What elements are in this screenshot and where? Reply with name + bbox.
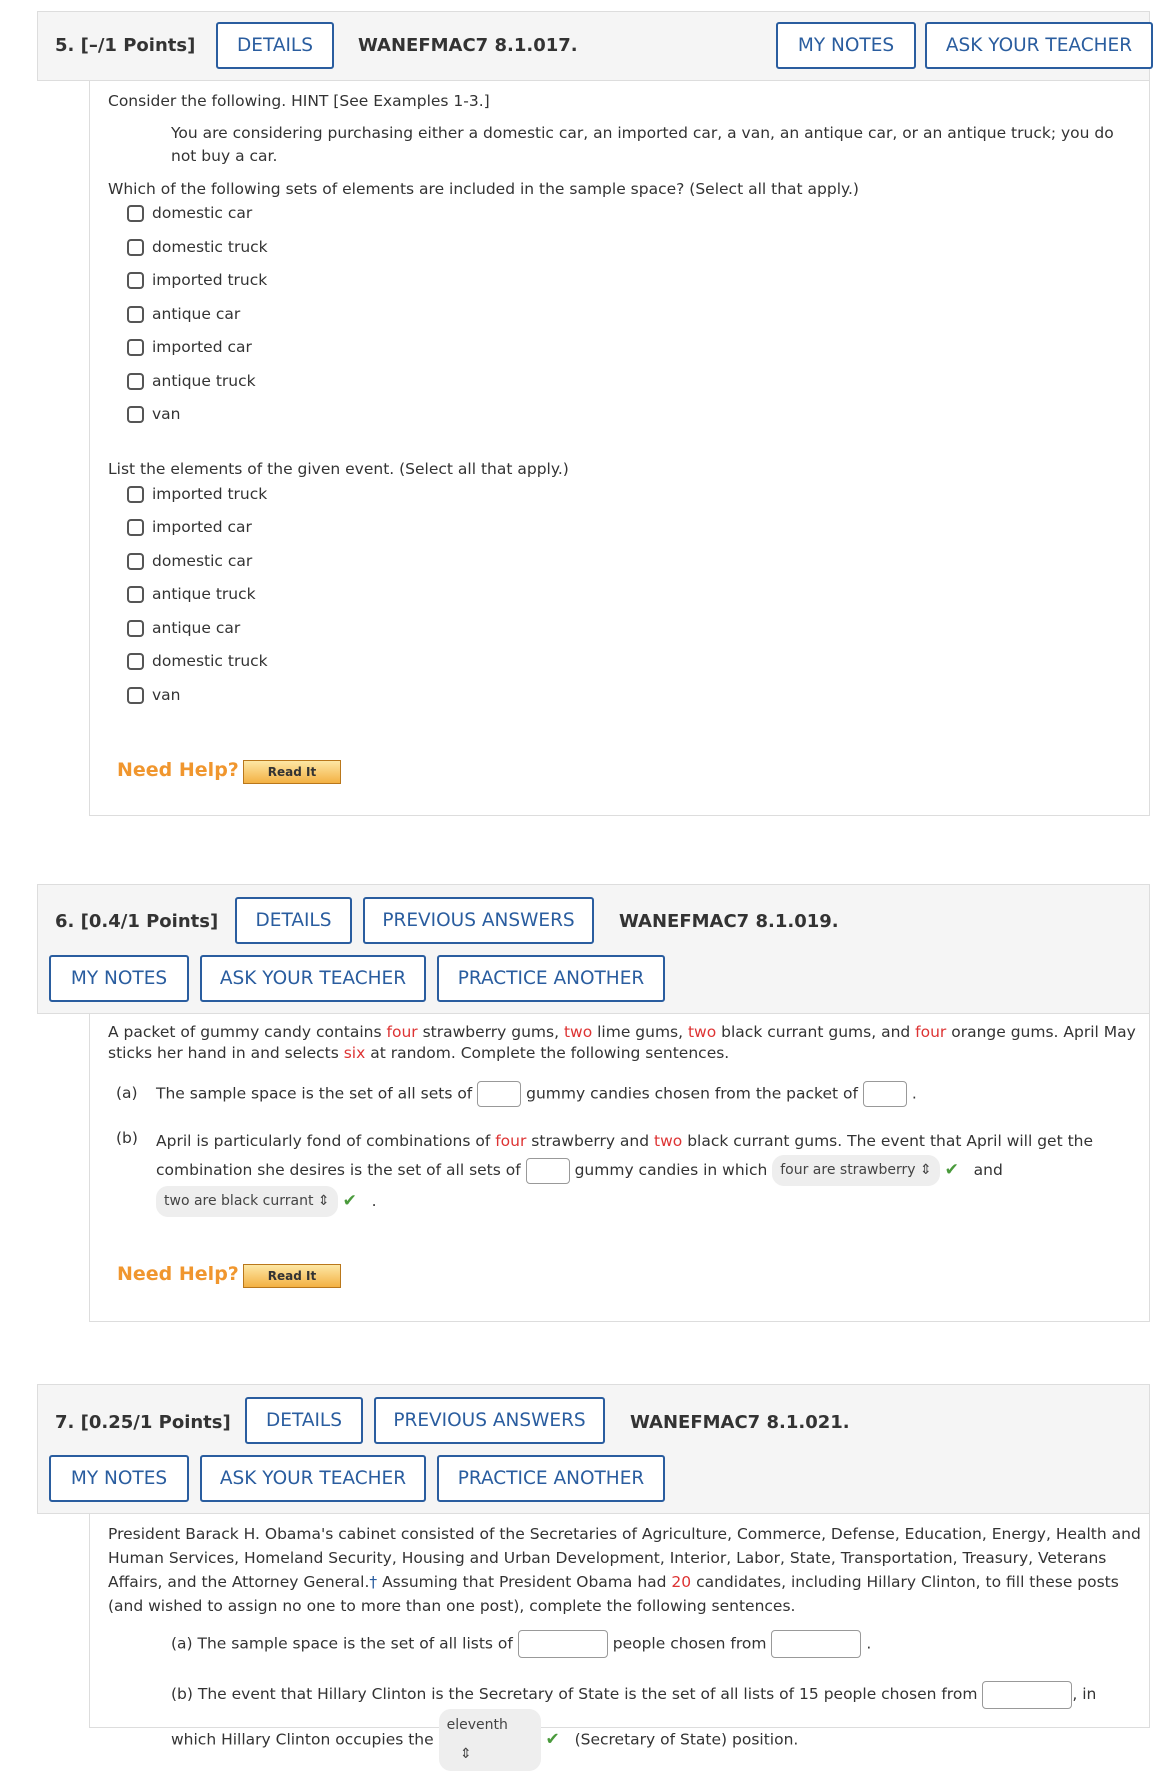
- checkbox[interactable]: [127, 373, 144, 390]
- option-label: antique car: [152, 305, 241, 323]
- q6-part-b: April is particularly fond of combinations of four strawberry and two black currant gums. The event that April will get the combination she desires is the set of all sets of gummy candies in which four are strawberry ⇕ ✔ and two are black currant ⇕ ✔ .: [156, 1128, 1136, 1217]
- q6-a-answer-input-1[interactable]: [477, 1081, 521, 1107]
- text: Assuming that President Obama had: [377, 1573, 672, 1591]
- q5-p1-option[interactable]: [127, 202, 252, 224]
- q7-b-answer-input[interactable]: [982, 1681, 1072, 1709]
- text: black currant gums. The event that April will get the combination she desires is the set of all sets of: [156, 1132, 1094, 1179]
- text: A packet of gummy candy contains: [108, 1023, 387, 1041]
- q5-p2-option[interactable]: [127, 483, 267, 505]
- q7-b-select[interactable]: eleventh ⇕: [439, 1709, 541, 1771]
- checkbox[interactable]: [127, 205, 144, 222]
- q7-details-button[interactable]: DETAILS: [245, 1397, 363, 1444]
- q6-problem-text: [108, 1022, 1138, 1064]
- q5-p1-option[interactable]: [127, 403, 181, 425]
- check-icon: ✔: [545, 1729, 560, 1750]
- text: and: [973, 1161, 1003, 1179]
- q6-b-select-2[interactable]: two are black currant ⇕: [156, 1186, 338, 1217]
- checkbox[interactable]: [127, 653, 144, 670]
- option-label: antique truck: [152, 372, 256, 390]
- checkbox[interactable]: [127, 519, 144, 536]
- q5-p2-option[interactable]: [127, 650, 268, 672]
- option-label: antique truck: [152, 585, 256, 603]
- value: four: [915, 1023, 947, 1041]
- q6-part-a: The sample space is the set of all sets of gummy candies chosen from the packet of .: [156, 1081, 1146, 1107]
- text: which Hillary Clinton occupies the: [171, 1730, 434, 1749]
- option-label: imported truck: [152, 271, 268, 289]
- q7-ask-teacher-button[interactable]: ASK YOUR TEACHER: [200, 1455, 426, 1502]
- q6-details-button[interactable]: DETAILS: [235, 897, 352, 944]
- q7-part-b: [171, 1680, 1146, 1771]
- q6-read-it-button[interactable]: Read It: [243, 1264, 341, 1288]
- q7-a-answer-input-1[interactable]: [518, 1630, 608, 1658]
- check-icon: ✔: [944, 1160, 959, 1180]
- option-label: van: [152, 405, 181, 423]
- q5-p1-option[interactable]: [127, 370, 256, 392]
- text: gummy candies in which: [574, 1161, 768, 1179]
- option-label: domestic car: [152, 204, 253, 222]
- text: black currant gums, and: [716, 1023, 916, 1041]
- text: at random. Complete the following sentences.: [365, 1044, 730, 1062]
- option-label: domestic truck: [152, 652, 268, 670]
- q5-need-help: Need Help?: [117, 759, 239, 781]
- q6-points: 6. [0.4/1 Points]: [55, 911, 219, 932]
- q5-p2-option[interactable]: [127, 516, 252, 538]
- q5-p1-option[interactable]: [127, 303, 240, 325]
- q6-ask-teacher-button[interactable]: ASK YOUR TEACHER: [200, 955, 426, 1002]
- checkbox[interactable]: [127, 239, 144, 256]
- q5-intro: Consider the following. HINT [See Examples 1-3.]: [108, 92, 490, 110]
- q5-p2-option[interactable]: [127, 583, 256, 605]
- q5-p1-option[interactable]: [127, 236, 268, 258]
- q5-details-button[interactable]: DETAILS: [216, 22, 334, 69]
- text: , in: [1072, 1685, 1097, 1703]
- q7-part-a: (a) The sample space is the set of all lists of people chosen from .: [171, 1630, 1141, 1658]
- checkbox[interactable]: [127, 486, 144, 503]
- option-label: antique car: [152, 619, 241, 637]
- q5-p1-option[interactable]: [127, 336, 252, 358]
- q6-a-label: (a): [116, 1084, 138, 1102]
- q5-read-it-button[interactable]: Read It: [243, 760, 341, 784]
- q5-p2-option[interactable]: [127, 684, 181, 706]
- q6-need-help: Need Help?: [117, 1263, 239, 1285]
- q5-scenario: You are considering purchasing either a domestic car, an imported car, a van, an antique car, or an antique truck; you do not buy a car.: [171, 124, 1114, 165]
- text: strawberry gums,: [417, 1023, 564, 1041]
- q5-my-notes-button[interactable]: MY NOTES: [776, 22, 916, 69]
- q5-ask-teacher-button[interactable]: ASK YOUR TEACHER: [925, 22, 1153, 69]
- value: 20: [671, 1573, 692, 1591]
- text: candidates, including Hillary Clinton, to fill these posts (and wished to assign no one to more than one post), complete the following sentences.: [108, 1573, 1119, 1615]
- q5-points: 5. [–/1 Points]: [55, 35, 196, 56]
- q5-part1-prompt: Which of the following sets of elements are included in the sample space? (Select all that apply.): [108, 180, 859, 198]
- q5-p1-option[interactable]: [127, 269, 267, 291]
- text: lime gums,: [592, 1023, 688, 1041]
- text: April is particularly fond of combinations of: [156, 1132, 496, 1150]
- text: (a) The sample space is the set of all lists of: [171, 1634, 513, 1653]
- q5-part2-prompt: List the elements of the given event. (Select all that apply.): [108, 460, 569, 478]
- value: two: [654, 1132, 683, 1150]
- checkbox[interactable]: [127, 306, 144, 323]
- select-value: eleventh: [446, 1717, 508, 1733]
- footnote-link[interactable]: †: [369, 1573, 378, 1591]
- option-label: imported car: [152, 338, 252, 356]
- option-label: domestic car: [152, 552, 253, 570]
- text: (b) The event that Hillary Clinton is the Secretary of State is the set of all lists of 15 people chosen from: [171, 1685, 978, 1703]
- checkbox[interactable]: [127, 553, 144, 570]
- text: President Barack H. Obama's cabinet consisted of the Secretaries of Agriculture, Commerce, Defense, Education, Energy, Health and Human Services, Homeland Security, Housing and Urban Development, Interior, Labor, State, Transportation, Treasury, Veterans Affairs, and the Attorney General.: [108, 1525, 1141, 1591]
- q6-previous-answers-button[interactable]: PREVIOUS ANSWERS: [363, 897, 594, 944]
- text: The sample space is the set of all sets of: [156, 1084, 473, 1103]
- q7-question-id: WANEFMAC7 8.1.021.: [630, 1412, 850, 1433]
- q6-b-select-1[interactable]: four are strawberry ⇕: [772, 1155, 939, 1186]
- q6-practice-another-button[interactable]: PRACTICE ANOTHER: [437, 955, 665, 1002]
- q6-a-answer-input-2[interactable]: [863, 1081, 907, 1107]
- checkbox[interactable]: [127, 620, 144, 637]
- q7-problem-text: [108, 1522, 1148, 1618]
- check-icon: ✔: [342, 1191, 357, 1211]
- text: strawberry and: [526, 1132, 655, 1150]
- option-label: imported car: [152, 518, 252, 536]
- text: gummy candies chosen from the packet of: [526, 1084, 858, 1103]
- q6-b-label: (b): [116, 1129, 138, 1147]
- text: people chosen from: [612, 1634, 767, 1653]
- checkbox[interactable]: [127, 339, 144, 356]
- text: orange gums. April May sticks her hand in and selects: [108, 1023, 1136, 1062]
- value: four: [386, 1023, 418, 1041]
- option-label: van: [152, 686, 181, 704]
- q7-a-answer-input-2[interactable]: [771, 1630, 861, 1658]
- checkbox[interactable]: [127, 272, 144, 289]
- value: two: [563, 1023, 593, 1041]
- q7-practice-another-button[interactable]: PRACTICE ANOTHER: [437, 1455, 665, 1502]
- q7-points: 7. [0.25/1 Points]: [55, 1412, 231, 1433]
- q6-my-notes-button[interactable]: MY NOTES: [49, 955, 189, 1002]
- value: six: [343, 1044, 366, 1062]
- option-label: domestic truck: [152, 238, 268, 256]
- checkbox[interactable]: [127, 406, 144, 423]
- q5-p2-option[interactable]: [127, 617, 240, 639]
- q7-my-notes-button[interactable]: MY NOTES: [49, 1455, 189, 1502]
- q5-question-id: WANEFMAC7 8.1.017.: [358, 35, 578, 56]
- checkbox[interactable]: [127, 687, 144, 704]
- value: two: [687, 1023, 717, 1041]
- q6-b-answer-input[interactable]: [526, 1158, 570, 1184]
- q5-p2-option[interactable]: [127, 550, 252, 572]
- value: four: [495, 1132, 527, 1150]
- checkbox[interactable]: [127, 586, 144, 603]
- q7-previous-answers-button[interactable]: PREVIOUS ANSWERS: [374, 1397, 605, 1444]
- option-label: imported truck: [152, 485, 268, 503]
- q6-question-id: WANEFMAC7 8.1.019.: [619, 911, 839, 932]
- text: (Secretary of State) position.: [574, 1730, 799, 1749]
